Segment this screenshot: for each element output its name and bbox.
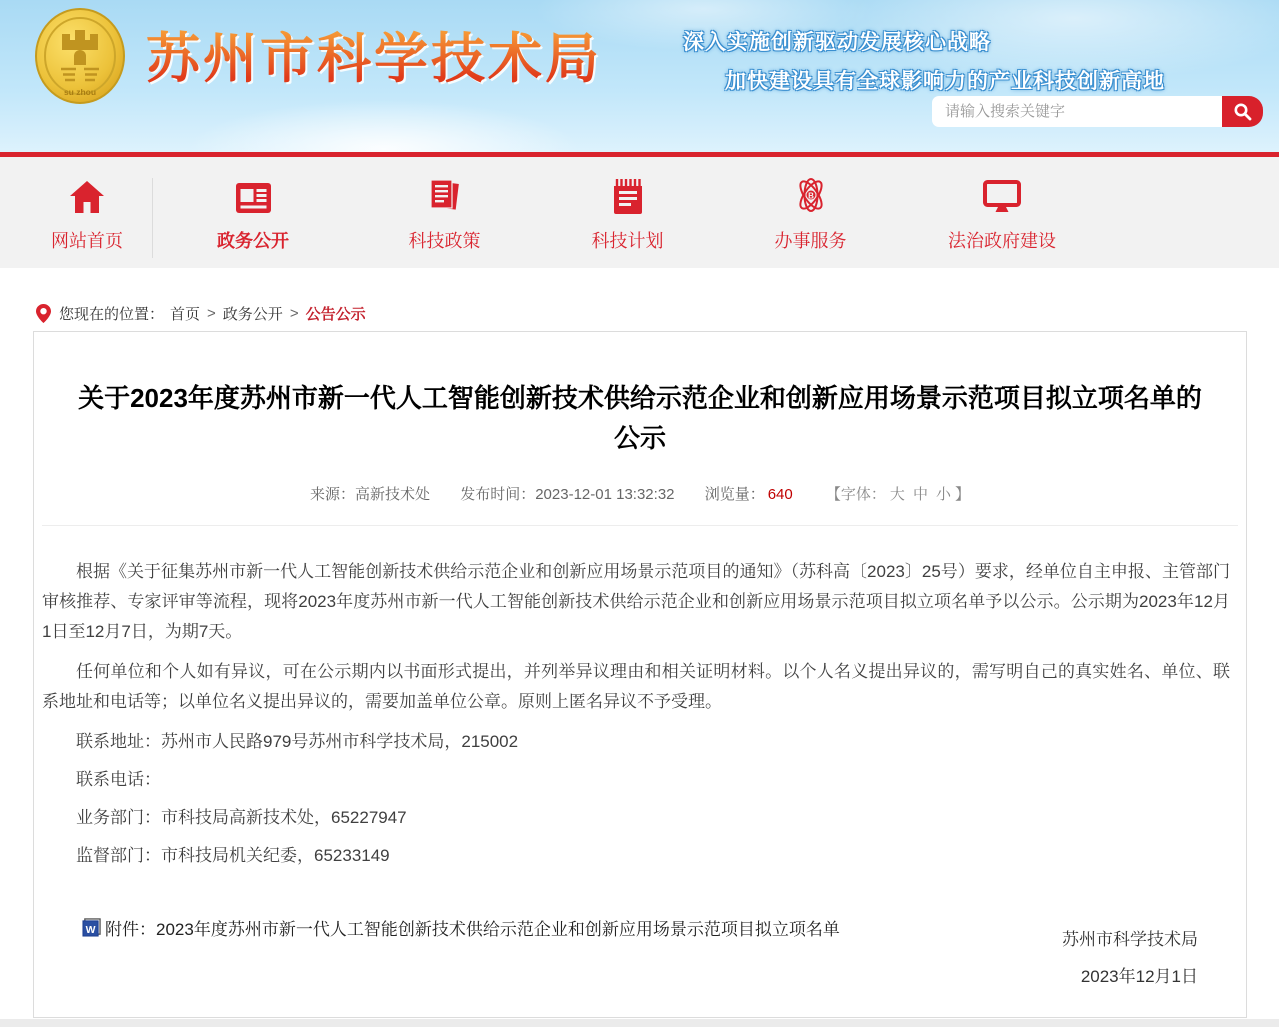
home-icon	[69, 174, 105, 214]
atom-icon	[792, 174, 830, 214]
meta-source-value: 高新技术处	[355, 486, 431, 503]
nav-item-label: 办事服务	[774, 231, 847, 251]
nav-item-tech-policy[interactable]	[353, 174, 536, 268]
footer-strip	[0, 1019, 1279, 1027]
meta-source-label: 来源：	[310, 486, 356, 503]
paragraph: 任何单位和个人如有异议，可在公示期内以书面形式提出，并列举异议理由和相关证明材料。以个人名义提出异议的，需写明自己的真实姓名、单位、联系地址和电话等；以单位名义提出异议的，需要加盖单位公章。原则上匿名异议不予受理。	[42, 662, 1230, 711]
breadcrumb-prefix: 您现在的位置：	[59, 305, 165, 323]
font-size-small[interactable]: 小	[935, 486, 951, 503]
breadcrumb-gov-disclosure[interactable]: 政务公开	[222, 305, 283, 323]
attachment-link[interactable]: 2023年度苏州市新一代人工智能创新技术供给示范企业和创新应用场景示范项目拟立项名单	[156, 920, 840, 939]
site-header	[0, 0, 1279, 152]
nav-item-label: 科技政策	[408, 231, 481, 251]
meta-time-label: 发布时间：	[460, 486, 536, 503]
slogan-line-2: 加快建设具有全球影响力的产业科技创新高地	[725, 70, 1165, 93]
font-widget-close: 】	[954, 486, 970, 503]
search-input[interactable]	[932, 96, 1222, 127]
meta-time-value: 2023-12-01 13:32:32	[535, 486, 675, 503]
breadcrumb-separator: >	[289, 304, 299, 322]
article-meta	[34, 483, 1246, 504]
breadcrumb-announcements[interactable]: 公告公示	[305, 305, 366, 323]
svg-text:W: W	[85, 925, 96, 937]
font-widget-open: 【字体：	[825, 486, 886, 503]
signature-org: 苏州市科学技术局	[1062, 930, 1198, 949]
font-size-medium[interactable]: 中	[912, 486, 928, 503]
nav-item-gov-disclosure[interactable]	[153, 174, 353, 268]
nav-item-home[interactable]	[22, 174, 152, 268]
nav-item-services[interactable]	[719, 174, 902, 268]
paragraph: 根据《关于征集苏州市新一代人工智能创新技术供给示范企业和创新应用场景示范项目的通知》（苏科高〔2023〕25号）要求，经单位自主申报、主管部门审核推荐、专家评审等流程，现将2023年度苏州市新一代人工智能创新技术供给示范企业和创新应用场景示范项目拟立项名单予以公示。公示期为2023年12月1日至12月7日，为期7天。	[42, 562, 1230, 641]
attachment-row	[82, 915, 1230, 940]
search-icon	[1233, 102, 1252, 121]
breadcrumb	[0, 268, 1279, 331]
nav-item-label: 法治政府建设	[948, 231, 1056, 251]
main-nav	[0, 157, 1279, 268]
newspaper-icon	[235, 174, 272, 214]
meta-views-label: 浏览量：	[704, 486, 765, 503]
svg-text:B: B	[807, 191, 814, 201]
contact-supervision-dept-line: 监督部门：市科技局机关纪委，65233149	[76, 846, 390, 865]
nav-item-law-gov[interactable]	[902, 174, 1102, 268]
site-logo[interactable]	[34, 7, 126, 105]
attachment-label: 附件：	[105, 920, 156, 939]
article-container	[33, 331, 1247, 1018]
location-pin-icon	[36, 304, 51, 323]
documents-icon	[427, 174, 463, 214]
contact-phone-line: 联系电话：	[76, 770, 161, 789]
search-bar	[932, 96, 1263, 127]
nav-item-tech-plan[interactable]	[536, 174, 719, 268]
font-size-large[interactable]: 大	[889, 486, 905, 503]
slogan-line-1: 深入实施创新驱动发展核心战略	[683, 31, 991, 54]
contact-business-dept-line: 业务部门：市科技局高新技术处，65227947	[76, 808, 407, 827]
meta-publish-time	[460, 486, 674, 503]
article-body	[34, 526, 1246, 940]
article-title: 关于2023年度苏州市新一代人工智能创新技术供给示范企业和创新应用场景示范项目拟立项名单的公示	[78, 383, 1202, 453]
nav-item-label: 网站首页	[51, 231, 123, 251]
nav-item-label: 科技计划	[591, 231, 664, 251]
meta-views	[705, 486, 796, 503]
breadcrumb-home[interactable]: 首页	[170, 305, 201, 323]
signature-date: 2023年12月1日	[1080, 967, 1198, 986]
search-button[interactable]	[1222, 96, 1263, 127]
word-document-icon	[82, 918, 101, 937]
meta-source	[310, 486, 430, 503]
notepad-icon	[611, 174, 645, 214]
header-slogan	[683, 26, 1165, 95]
nav-item-label: 政务公开	[217, 231, 289, 251]
font-size-widget	[826, 486, 970, 503]
signature-block	[1062, 921, 1198, 995]
gold-seal-icon	[34, 7, 126, 105]
svg-text:su zhou: su zhou	[63, 87, 97, 97]
contact-address-line: 联系地址：苏州市人民路979号苏州市科学技术局，215002	[76, 732, 519, 751]
site-title: 苏州市科学技术局	[146, 16, 602, 93]
breadcrumb-separator: >	[207, 304, 216, 322]
monitor-icon	[983, 174, 1021, 214]
meta-views-count: 640	[767, 486, 793, 503]
